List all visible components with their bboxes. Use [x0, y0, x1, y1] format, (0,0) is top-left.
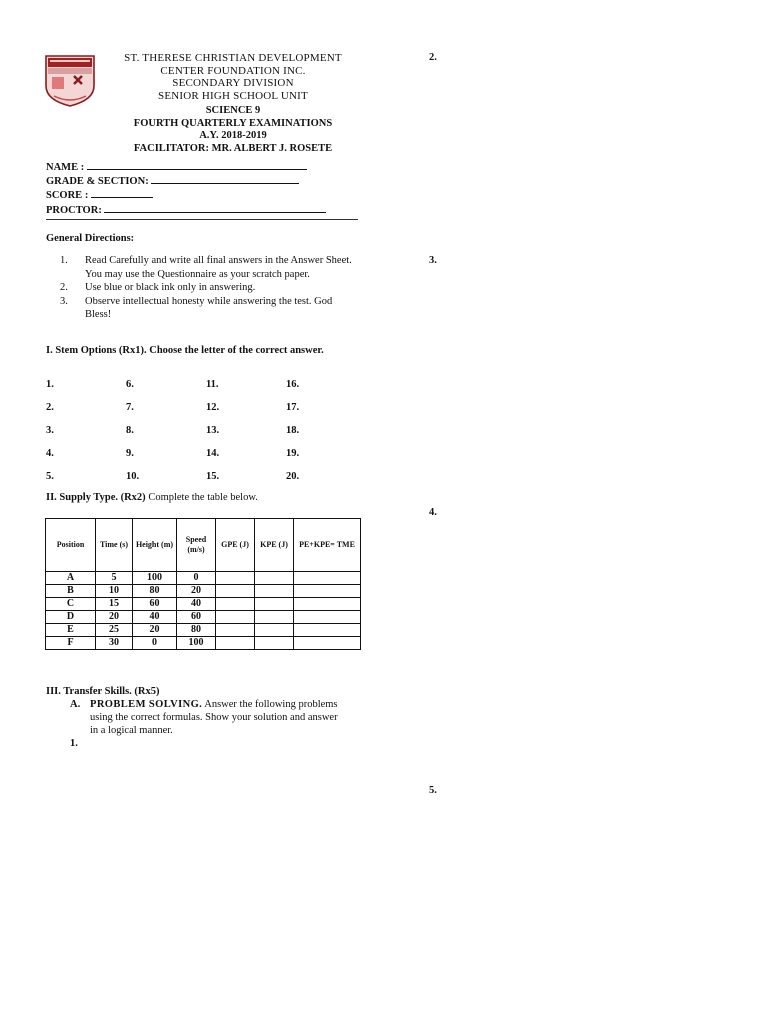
- answer-number: 6.: [126, 379, 134, 390]
- cell-tme[interactable]: [294, 572, 361, 585]
- header-time: Time (s): [96, 519, 133, 572]
- section2-title: II. Supply Type. (Rx2): [46, 492, 146, 503]
- answer-number: 17.: [286, 402, 300, 413]
- header-kpe: KPE (J): [255, 519, 294, 572]
- cell-gpe[interactable]: [216, 585, 255, 598]
- section2-instruction: Complete the table below.: [145, 492, 258, 503]
- cell-speed: 80: [177, 624, 216, 637]
- cell-height: 20: [133, 624, 177, 637]
- cell-position: E: [46, 624, 96, 637]
- cell-speed: 60: [177, 611, 216, 624]
- school-line-3: SECONDARY DIVISION: [172, 77, 294, 89]
- school-line-4: SENIOR HIGH SCHOOL UNIT: [158, 89, 308, 102]
- score-field[interactable]: SCORE :: [46, 188, 326, 202]
- direction-number: 2.: [60, 282, 68, 294]
- cell-gpe[interactable]: [216, 624, 255, 637]
- cell-gpe[interactable]: [216, 598, 255, 611]
- problem-solving-text: [90, 698, 345, 737]
- header-height: Height (m): [133, 519, 177, 572]
- cell-time: 10: [96, 585, 133, 598]
- header-tme: PE+KPE= TME: [294, 519, 361, 572]
- problem-solving-instruction: Answer the following problems using the correct formulas. Show your solution and answer in a logical manner.: [90, 699, 338, 736]
- cell-height: 40: [133, 611, 177, 624]
- answer-row: [46, 402, 366, 425]
- energy-table: [45, 518, 361, 650]
- proctor-field[interactable]: PROCTOR:: [46, 203, 326, 217]
- name-line: [87, 160, 307, 170]
- score-label: SCORE: [46, 190, 83, 202]
- cell-speed: 0: [177, 572, 216, 585]
- cell-speed: 20: [177, 585, 216, 598]
- answer-row: [46, 471, 366, 494]
- header-gpe: GPE (J): [216, 519, 255, 572]
- direction-text: Observe intellectual honesty while answering the test. God Bless!: [85, 295, 333, 321]
- cell-height: 0: [133, 637, 177, 650]
- problem-number-5: 5.: [429, 785, 437, 796]
- school-logo: [44, 52, 96, 108]
- cell-speed: 100: [177, 637, 216, 650]
- direction-number: 1.: [60, 255, 68, 266]
- cell-time: 15: [96, 598, 133, 611]
- answer-number: 20.: [286, 471, 300, 482]
- cell-position: C: [46, 598, 96, 611]
- header-speed: Speed (m/s): [177, 519, 216, 572]
- cell-position: B: [46, 585, 96, 598]
- direction-item: [60, 295, 360, 322]
- table-row: [46, 598, 361, 611]
- cell-time: 20: [96, 611, 133, 624]
- cell-position: A: [46, 572, 96, 585]
- answer-number-grid: [46, 379, 366, 494]
- direction-text: Read Carefully and write all final answers in the Answer Sheet. You may use the Questionnaire as your scratch paper.: [85, 255, 352, 280]
- cell-tme[interactable]: [294, 585, 361, 598]
- section2-heading: [46, 492, 258, 503]
- section3-title: III. Transfer Skills. (Rx5): [46, 686, 160, 697]
- answer-number: 3.: [46, 425, 54, 436]
- grade-section-line: [151, 174, 299, 184]
- exam-line-4: FACILITATOR: MR. ALBERT J. ROSETE: [133, 142, 333, 154]
- problem-number-2: 2.: [429, 52, 437, 63]
- school-line-2: CENTER FOUNDATION INC.: [160, 64, 306, 77]
- answer-number: 15.: [206, 471, 220, 482]
- cell-time: 25: [96, 624, 133, 637]
- cell-position: D: [46, 611, 96, 624]
- exam-line-2: FOURTH QUARTERLY EXAMINATIONS: [133, 117, 333, 129]
- cell-speed: 40: [177, 598, 216, 611]
- cell-tme[interactable]: [294, 624, 361, 637]
- school-line-1: ST. THERESE CHRISTIAN DEVELOPMENT: [124, 52, 342, 64]
- table-header-row: [46, 519, 361, 572]
- section1-title: I. Stem Options (Rx1). Choose the letter of the correct answer.: [46, 345, 324, 356]
- cell-kpe[interactable]: [255, 637, 294, 650]
- cell-tme[interactable]: [294, 637, 361, 650]
- answer-number: 8.: [126, 425, 134, 436]
- name-field[interactable]: NAME :: [46, 160, 326, 174]
- table-row: [46, 624, 361, 637]
- answer-number: 11.: [206, 379, 219, 390]
- answer-number: 2.: [46, 402, 54, 413]
- table-row: [46, 572, 361, 585]
- cell-kpe[interactable]: [255, 611, 294, 624]
- cell-position: F: [46, 637, 96, 650]
- answer-number: 12.: [206, 402, 220, 413]
- cell-kpe[interactable]: [255, 585, 294, 598]
- cell-gpe[interactable]: [216, 637, 255, 650]
- cell-time: 5: [96, 572, 133, 585]
- name-label: NAME: [46, 162, 79, 173]
- answer-number: 18.: [286, 425, 300, 436]
- cell-height: 100: [133, 572, 177, 585]
- grade-section-field[interactable]: GRADE & SECTION:: [46, 174, 326, 188]
- cell-kpe[interactable]: [255, 598, 294, 611]
- exam-line-1: SCIENCE 9: [205, 105, 261, 116]
- direction-item: [60, 254, 360, 281]
- answer-number: 7.: [126, 402, 134, 413]
- problem-solving-label: A.: [70, 699, 81, 710]
- school-name: [100, 52, 366, 102]
- direction-item: [60, 281, 360, 295]
- cell-tme[interactable]: [294, 598, 361, 611]
- cell-time: 30: [96, 637, 133, 650]
- answer-number: 5.: [46, 471, 54, 482]
- cell-tme[interactable]: [294, 611, 361, 624]
- header-divider: [46, 219, 358, 220]
- cell-kpe[interactable]: [255, 572, 294, 585]
- table-row: [46, 611, 361, 624]
- grade-section-label: GRADE & SECTION: [46, 176, 146, 188]
- direction-number: 3.: [60, 295, 68, 307]
- header-position: Position: [46, 519, 96, 572]
- problem-number-1: 1.: [70, 738, 78, 749]
- cell-kpe[interactable]: [255, 624, 294, 637]
- table-row: [46, 585, 361, 598]
- cell-gpe[interactable]: [216, 611, 255, 624]
- answer-number: 4.: [46, 448, 54, 459]
- answer-row: [46, 425, 366, 448]
- problem-number-4: 4.: [429, 507, 437, 518]
- proctor-line: [104, 203, 326, 213]
- answer-number: 14.: [206, 448, 220, 459]
- exam-line-3: A.Y. 2018-2019: [199, 130, 267, 141]
- cell-gpe[interactable]: [216, 572, 255, 585]
- answer-row: [46, 379, 366, 402]
- problem-solving-title: PROBLEM SOLVING.: [90, 699, 203, 710]
- problem-number-3: 3.: [429, 255, 437, 266]
- answer-number: 9.: [126, 448, 134, 459]
- answer-number: 16.: [286, 379, 300, 390]
- answer-number: 13.: [206, 425, 220, 436]
- answer-row: [46, 448, 366, 471]
- answer-number: 1.: [46, 379, 54, 390]
- table-row: [46, 637, 361, 650]
- cell-height: 60: [133, 598, 177, 611]
- proctor-label: PROCTOR: [46, 204, 99, 216]
- problem-solving-item: [70, 698, 345, 737]
- score-line: [91, 188, 153, 198]
- cell-height: 80: [133, 585, 177, 598]
- directions-list: [60, 254, 360, 322]
- directions-title: General Directions:: [46, 233, 135, 244]
- answer-number: 19.: [286, 448, 300, 459]
- answer-number: 10.: [126, 471, 140, 482]
- exam-title: [100, 105, 366, 155]
- student-info-fields: [46, 160, 326, 217]
- direction-text: Use blue or black ink only in answering.: [85, 282, 256, 294]
